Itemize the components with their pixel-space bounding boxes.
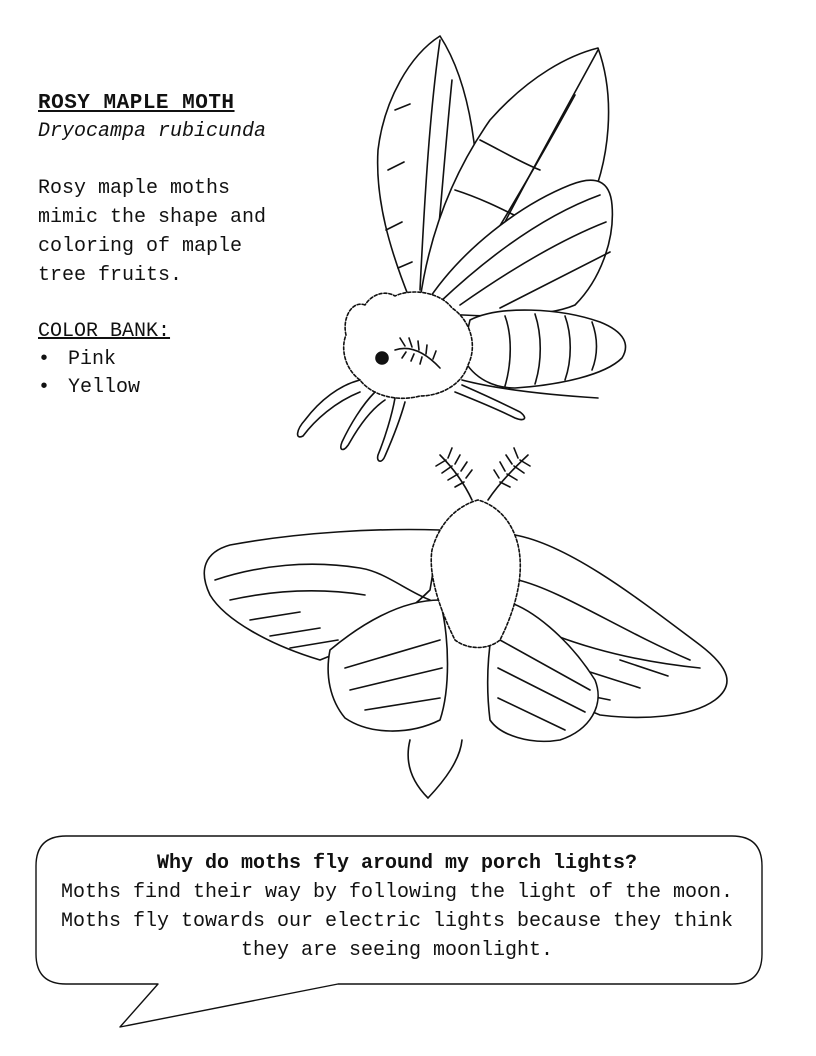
moth-side-view-illustration — [298, 36, 626, 461]
moth-description: Rosy maple moths mimic the shape and coloring of maple tree fruits. — [38, 177, 267, 287]
fact-bubble-text — [44, 849, 750, 965]
color-bank-label: COLOR BANK: — [38, 320, 171, 343]
page-title: ROSY MAPLE MOTH — [38, 92, 235, 115]
fact-answer: Moths find their way by following the light of the moon. Moths fly towards our electric lights because they think they are seeing moonlight. — [60, 881, 734, 962]
scientific-name: Dryocampa rubicunda — [38, 120, 267, 143]
moth-top-view-illustration — [204, 448, 727, 798]
color-bank-item: • Pink — [38, 346, 338, 374]
fact-question: Why do moths fly around my porch lights? — [156, 852, 638, 875]
color-bank-item: • Yellow — [38, 374, 338, 402]
